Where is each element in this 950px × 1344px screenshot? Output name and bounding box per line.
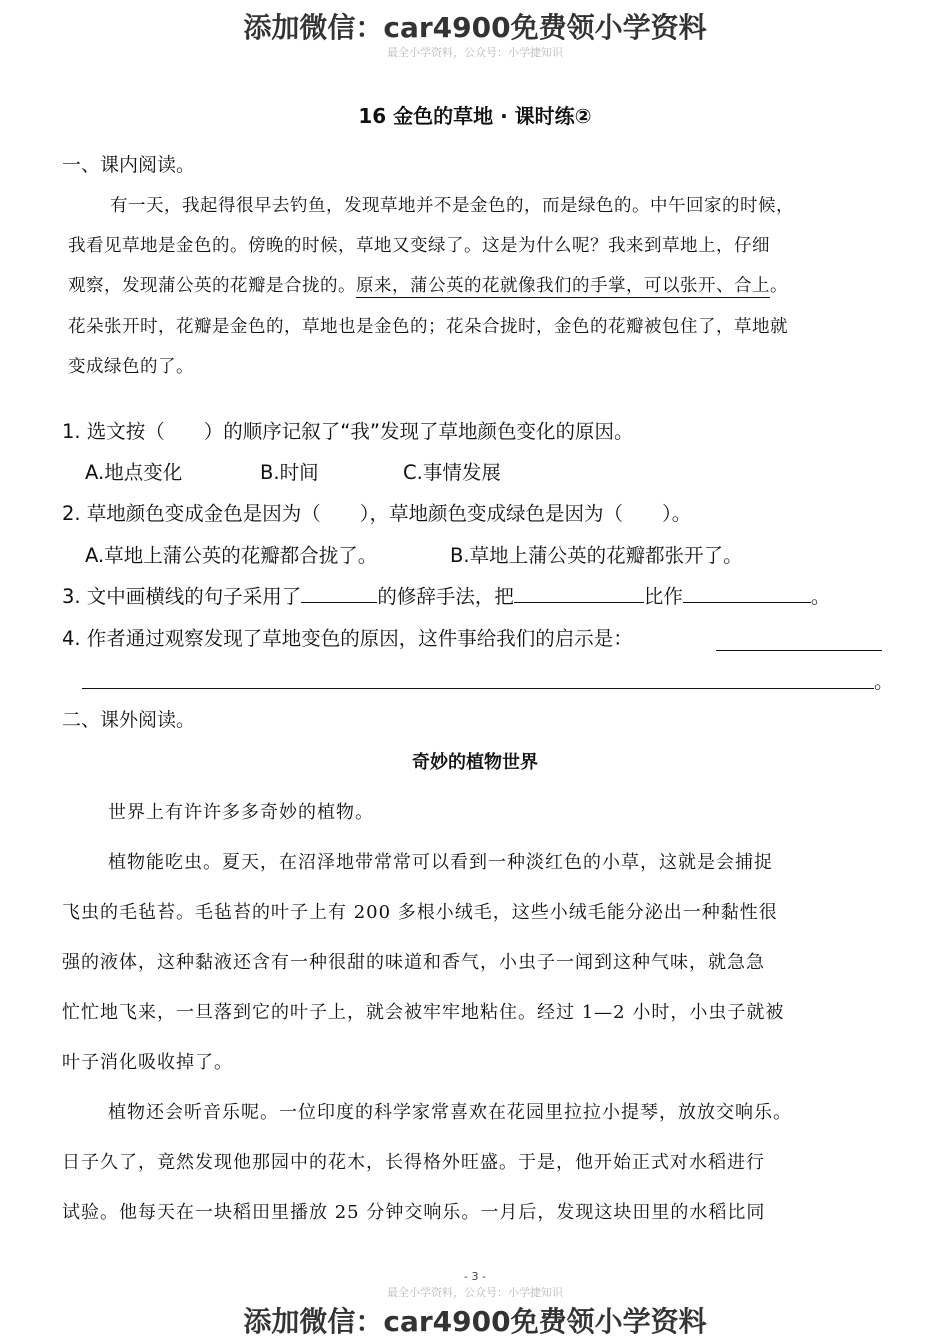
passage-line-3 xyxy=(68,272,788,297)
q1-option-a: A.地点变化 xyxy=(85,461,183,484)
passage-line-3-start: 观察，发现蒲公英的花瓣是合拢的。 xyxy=(68,276,356,296)
passage-line-2: 我看见草地是金色的。傍晚的时候，草地又变绿了。这是为什么呢？我来到草地上，仔细 xyxy=(68,236,770,256)
q3-text-1: 3. 文中画横线的句子采用了 xyxy=(62,585,302,608)
q2-option-a: A.草地上蒲公英的花瓣都合拢了。 xyxy=(85,544,378,567)
q1-option-b: B.时间 xyxy=(260,461,319,484)
top-faint-line: 最全小学资料，公众号：小学捷知识 xyxy=(387,46,563,59)
q4-blank-1[interactable] xyxy=(716,650,882,651)
underlined-sentence: 原来，蒲公英的花就像我们的手掌，可以张开、合上 xyxy=(356,276,770,296)
section1-heading: 一、课内阅读。 xyxy=(62,154,196,176)
q4-blank-2[interactable] xyxy=(82,688,874,689)
article-title: 奇妙的植物世界 xyxy=(412,752,538,773)
article-para-1: 世界上有许许多多奇妙的植物。 xyxy=(108,802,374,823)
article-para-2-line-5: 叶子消化吸收掉了。 xyxy=(62,1052,233,1073)
passage-line-4: 花朵张开时，花瓣是金色的，草地也是金色的；花朵合拢时，金色的花瓣被包住了，草地就 xyxy=(68,317,788,337)
passage-line-5: 变成绿色的了。 xyxy=(68,357,194,377)
page-number: - 3 - xyxy=(464,1270,486,1283)
article-para-2-line-1: 植物能吃虫。夏天，在沼泽地带常常可以看到一种淡红色的小草，这就是会捕捉 xyxy=(108,852,773,873)
q3-blank-3[interactable] xyxy=(683,582,811,603)
passage-line-3-end: 。 xyxy=(770,276,788,296)
section2-heading: 二、课外阅读。 xyxy=(62,709,196,731)
question-1: 1. 选文按（ ）的顺序记叙了“我”发现了草地颜色变化的原因。 xyxy=(62,420,634,443)
q3-blank-1[interactable] xyxy=(301,582,377,603)
q3-blank-2[interactable] xyxy=(514,582,644,603)
article-para-3-line-1: 植物还会听音乐呢。一位印度的科学家常喜欢在花园里拉拉小提琴，放放交响乐。 xyxy=(108,1102,792,1123)
article-para-2-line-3: 强的液体，这种黏液还含有一种很甜的味道和香气，小虫子一闻到这种气味，就急急 xyxy=(62,952,765,973)
bottom-faint-line: 最全小学资料，公众号：小学捷知识 xyxy=(387,1286,563,1299)
article-para-3-line-3: 试验。他每天在一块稻田里播放 25 分钟交响乐。一月后，发现这块田里的水稻比同 xyxy=(62,1202,766,1223)
article-para-3-line-2: 日子久了，竟然发现他那园中的花木，长得格外旺盛。于是，他开始正式对水稻进行 xyxy=(62,1152,765,1173)
bottom-banner: 添加微信：car4900免费领小学资料 xyxy=(243,1305,707,1338)
passage-line-1: 有一天，我起得很早去钓鱼，发现草地并不是金色的，而是绿色的。中午回家的时候， xyxy=(110,196,794,216)
article-para-2-line-4: 忙忙地飞来，一旦落到它的叶子上，就会被牢牢地粘住。经过 1—2 小时，小虫子就被 xyxy=(62,1002,785,1023)
question-4: 4. 作者通过观察发现了草地变色的原因，这件事给我们的启示是： xyxy=(62,627,633,650)
q3-text-end: 。 xyxy=(810,585,831,608)
q2-option-b: B.草地上蒲公英的花瓣都张开了。 xyxy=(450,544,743,567)
q4-end-mark: 。 xyxy=(874,670,894,693)
q3-text-3: 比作 xyxy=(643,585,683,608)
q3-text-2: 的修辞手法，把 xyxy=(377,585,514,608)
page-title: 16 金色的草地 · 课时练② xyxy=(358,104,592,128)
article-para-2-line-2: 飞虫的毛毡苔。毛毡苔的叶子上有 200 多根小绒毛，这些小绒毛能分泌出一种黏性很 xyxy=(62,902,778,923)
question-2: 2. 草地颜色变成金色是因为（ ），草地颜色变成绿色是因为（ ）。 xyxy=(62,502,692,525)
q1-option-c: C.事情发展 xyxy=(403,461,501,484)
top-banner: 添加微信：car4900免费领小学资料 xyxy=(243,11,707,44)
question-3 xyxy=(62,581,830,609)
